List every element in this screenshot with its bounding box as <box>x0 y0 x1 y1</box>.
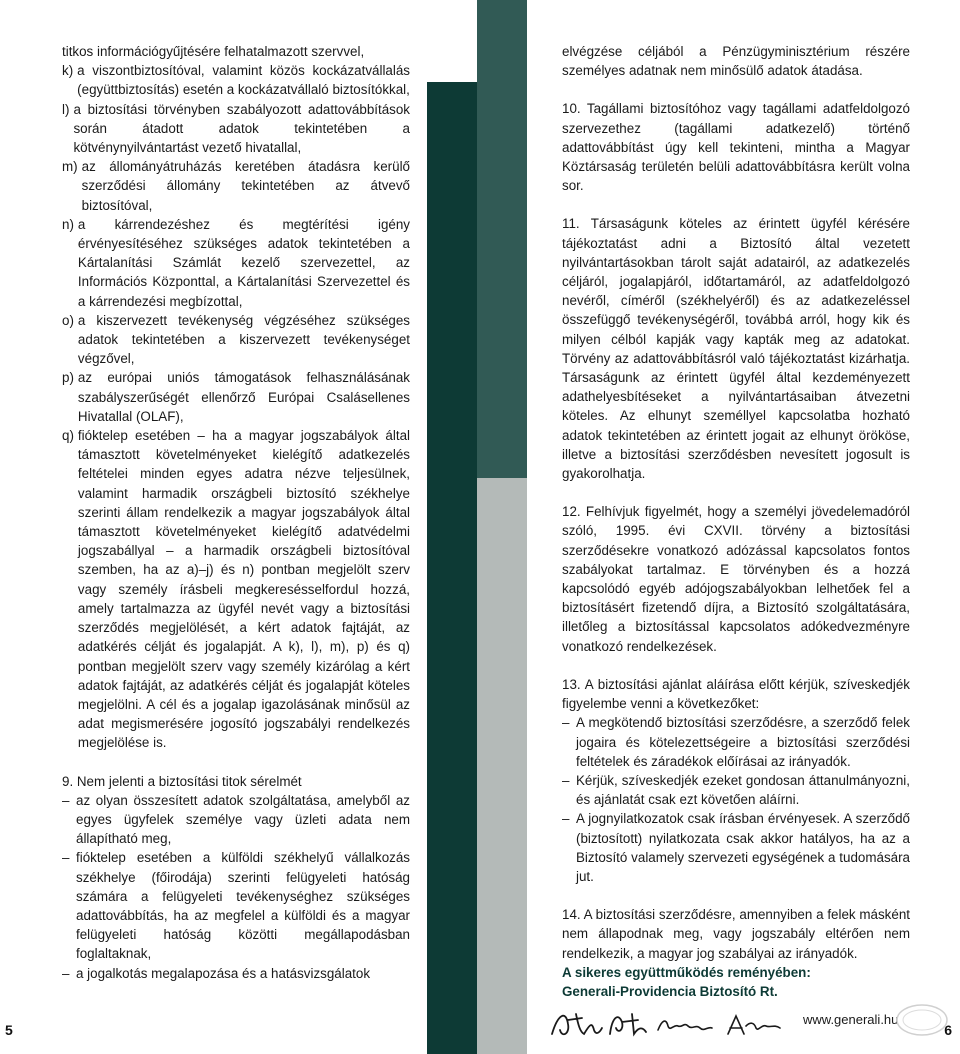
closing-greeting: A sikeres együttműködés reményében: <box>562 964 811 980</box>
decorative-stripe-dark <box>427 0 477 1054</box>
paragraph-11: 11. Társaságunk köteles az érintett ügyfél kérésére tájékoztatást adni a Biztosító által vezetett nyilvántartásokban tárolt saját adatairól, az adatkezelés céljáról, jogalapjáról, időtartamáról, az adatfeldolgozó nevéről, címéről (székhelyéről) és az adatkezeléssel összefüggő tevékenységéről, továbbá arról, hogy kik és milyen célból kapják vagy kapták meg az adatokat. Törvény az adattovábbításról való tájékoztatást kizárhatja. Társaságunk az érintett ügyfél által kezdeményezett adathelyesbítéseket a nyilvántartásaiban átvezetni köteles. Az elhunyt személlyel kapcsolatba hozható adatok tekintetében az érintett jogait az elhunyt örököse, illetve a biztosítási szerződésben nevesített jogosult is gyakorolhatja. <box>562 216 910 482</box>
page-number-right: 6 <box>944 1022 952 1038</box>
decorative-stripe-light <box>477 478 527 1054</box>
handwritten-signatures <box>548 1004 788 1044</box>
list-item-m: m) az állományátruházás keretében átadásra kerülő szerződési állomány tekintetében az átvevő biztosítóval, <box>62 159 410 213</box>
spacer <box>562 195 910 214</box>
dash-marker: – <box>562 772 570 788</box>
spacer <box>562 80 910 99</box>
list-item-q: q) fióktelep esetében – ha a magyar jogszabályok által támasztott követelményeket kielégítő adatkezelés feltételei minden egyes adatra nézve teljesülnek, valamint harmadik országbeli biztosító székhelye szerinti állam rendelkezik a magyar jogszabályok által támasztott követelményeket kielégítő adatvédelmi jogszabállyal – a harmadik országbeli biztosítóval szemben, ha az a)–j) és n) pontban megjelölt szerv vagy személy írásbeli megkeresésselfordul hozzá, amely tartalmazza az ügyfél nevét vagy a biztosítási szerződés megjelölését, a kért adatok fajtáját, az adatkérés célját és jogalapját. A k), l), m), p) és q) pontban megjelölt szerv vagy személy kizárólag a kért adatok fajtáját, az adatkérés célját és jogalapját köteles megjelölni. A cél és a jogalap igazolásának minősül az adat megismerésére jogosító jogszabályi rendelkezés megjelölése is. <box>62 428 410 751</box>
paragraph-13-item: – A jognyilatkozatok csak írásban érvényesek. A szerződő (biztosított) nyilatkozata csak akkor hatályos, ha az a Biztosító valamely szervezeti egységének a tudomására jut. <box>562 809 910 886</box>
spacer <box>562 886 910 905</box>
section-9-item: – fióktelep esetében a külföldi székhelyű vállalkozás székhelye (főirodája) szerinti felügyeleti hatóság számára a felügyeleti tevékenységhez szükséges adattovábbítás, ha az megfelel a külföldi és a magyar felügyeleti hatóság közötti megállapodásban foglaltaknak, <box>62 848 410 963</box>
list-item-l: l) a biztosítási törvényben szabályozott adattovábbítások során átadott adatok tekintetében a kötvénynyilvántartást vezető hivatallal, <box>62 101 410 156</box>
continuation-paragraph: elvégzése céljából a Pénzügyminisztérium részére személyes adatnak nem minősülő adatok átadása. <box>562 44 910 79</box>
paragraph-13-heading: 13. A biztosítási ajánlat aláírása előtt kérjük, szíveskedjék figyelembe venni a következőket: <box>562 676 910 712</box>
paragraph-13-item: – Kérjük, szíveskedjék ezeket gondosan áttanulmányozni, és ajánlatát csak ezt követően aláírni. <box>562 771 910 809</box>
list-item-p: p) az európai uniós támogatások felhasználásának szabályszerűségét ellenőrző Európai Csalásellenes Hivatallal (OLAF), <box>62 370 410 424</box>
opening-line: titkos információgyűjtésére felhatalmazott szervvel, <box>62 44 365 59</box>
dash-marker: – <box>62 850 70 866</box>
paragraph-10: 10. Tagállami biztosítóhoz vagy tagállami adatfeldolgozó szervezethez (tagállami adatkezelő) történő adattovábbítást úgy kell tekinteni, mintha a Magyar Köztársaság területén belüli adattovábbításra került volna sor. <box>562 101 910 194</box>
list-item-k: k) a viszontbiztosítóval, valamint közös kockázatvállalás (együttbiztosítás) esetén a kockázatvállaló biztosítókkal, <box>62 63 410 98</box>
paragraph-12: 12. Felhívjuk figyelmét, hogy a személyi jövedelemadóról szóló, 1995. évi CXVII. törvény a biztosítási szerződésekre vonatkozó adózással kapcsolatos fontos szabályokat tartalmaz. E törvényben és a hozzá kapcsolódó egyéb adójogszabályokban lelhetőek fel a biztosításért fizetendő díjra, a Biztosító szolgáltatására, illetőleg a biztosítással kapcsolatos adókedvezményre vonatkozó rendelkezések. <box>562 504 910 654</box>
section-9-item: – a jogalkotás megalapozása és a hatásvizsgálatok <box>62 964 410 983</box>
dash-marker: – <box>62 965 70 981</box>
spacer <box>562 656 910 675</box>
company-name: Generali-Providencia Biztosító Rt. <box>562 983 778 999</box>
section-9-heading: 9. Nem jelenti a biztosítási titok sérelmét <box>62 773 302 789</box>
paragraph-13-item: – A megkötendő biztosítási szerződésre, a szerződő felek jogaira és kötelezettségeire a biztosítási szerződési feltételek és záradékok előírásai az irányadók. <box>562 713 910 771</box>
paragraph-14: 14. A biztosítási szerződésre, amennyiben a felek másként nem állapodnak meg, vagy jogszabály eltérően nem rendelkezik, a magyar jog szabályai az irányadók. <box>562 907 910 961</box>
dash-marker: – <box>62 792 70 808</box>
page-number-left: 5 <box>5 1022 13 1038</box>
faded-logo-stamp <box>893 1000 951 1040</box>
website-url[interactable]: www.generali.hu <box>803 1012 899 1027</box>
left-column <box>62 42 410 983</box>
section-9-item: – az olyan összesített adatok szolgáltatása, amelyből az egyes ügyfelek személye vagy üzleti adata nem állapítható meg, <box>62 791 410 849</box>
spacer <box>562 483 910 502</box>
list-item-n: n) a kárrendezéshez és megtérítési igény érvényesítéséhez szükséges adatok tekintetében a Kártalanítási Számlát kezelő szervezettel, az Információs Központtal, a Kártalanítási Szervezettel és a kárrendezési megbízottal, <box>62 216 410 309</box>
list-item-o: o) a kiszervezett tevékenység végzéséhez szükséges adatok tekintetében a kiszervezett tevékenységet végzővel, <box>62 312 410 367</box>
dash-marker: – <box>562 811 570 827</box>
spacer <box>62 753 410 772</box>
dash-marker: – <box>562 715 570 731</box>
decorative-stripe-gap <box>427 0 477 82</box>
right-column <box>562 42 910 1001</box>
